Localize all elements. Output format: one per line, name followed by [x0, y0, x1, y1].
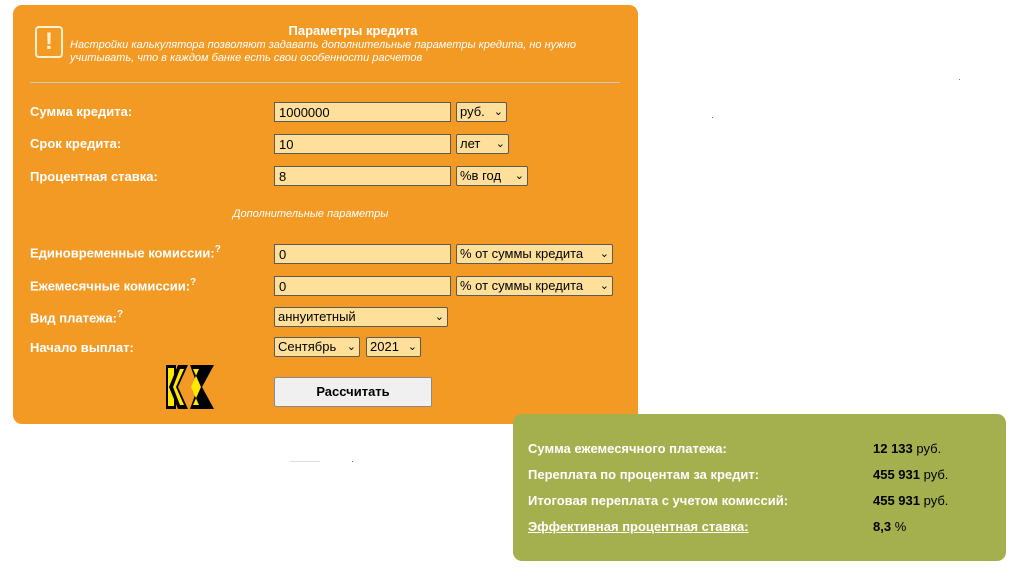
total-overpay-label: Итоговая переплата с учетом комиссий:	[528, 493, 789, 508]
amount-unit-select[interactable]	[456, 102, 507, 122]
chevron-down-icon: ⌄	[599, 280, 609, 292]
rate-input[interactable]	[274, 166, 451, 186]
additional-params-heading: Дополнительные параметры	[232, 208, 389, 220]
amount-input[interactable]	[274, 102, 451, 122]
payment-type-label-text: Вид платежа:	[30, 310, 117, 326]
start-year-value: 2021	[370, 339, 399, 354]
rate-unit-select[interactable]	[456, 166, 528, 186]
start-label: Начало выплат:	[30, 340, 134, 355]
term-input[interactable]	[274, 134, 451, 154]
effective-rate-link[interactable]: Эффективная процентная ставка:	[528, 519, 749, 534]
monthly-fee-input[interactable]	[274, 276, 451, 296]
calculate-button[interactable]: Рассчитать	[274, 377, 432, 407]
help-icon[interactable]: ?	[214, 244, 221, 255]
panel-title: Параметры кредита	[288, 23, 418, 38]
amount-label: Сумма кредита:	[30, 104, 133, 119]
stray-dot	[959, 79, 960, 80]
monthly-payment-value	[873, 441, 941, 456]
one-time-fee-unit-value: % от суммы кредита	[460, 246, 584, 261]
total-overpay-unit: руб.	[923, 493, 949, 508]
monthly-payment-unit: руб.	[916, 441, 942, 456]
one-time-fee-label	[30, 244, 221, 260]
kk-logo-icon	[166, 365, 216, 409]
stray-dot	[712, 117, 713, 118]
credit-params-panel	[13, 5, 638, 424]
monthly-payment-label: Сумма ежемесячного платежа:	[528, 441, 727, 456]
effective-rate-amount: 8,3	[873, 519, 892, 534]
chevron-down-icon: ⌄	[493, 106, 503, 118]
interest-overpay-label: Переплата по процентам за кредит:	[528, 467, 760, 482]
chevron-down-icon: ⌄	[434, 311, 444, 323]
monthly-fee-label	[30, 277, 196, 293]
rate-label: Процентная ставка:	[30, 169, 158, 184]
panel-description: Настройки калькулятора позволяют задавать дополнительные параметры кредита, но нужно учитывать, что в каждом банке есть свои особенности расчетов	[70, 39, 577, 64]
interest-overpay-unit: руб.	[923, 467, 949, 482]
total-overpay-amount: 455 931	[873, 493, 920, 508]
one-time-fee-label-text: Единовременные комиссии:	[30, 245, 215, 261]
monthly-payment-amount: 12 133	[873, 441, 913, 456]
term-unit-value: лет	[460, 136, 481, 151]
stray-dot	[352, 461, 353, 462]
start-month-select[interactable]	[274, 337, 360, 357]
amount-unit-value: руб.	[460, 104, 485, 119]
monthly-fee-unit-value: % от суммы кредита	[460, 278, 584, 293]
rate-unit-value: %в год	[460, 168, 502, 183]
monthly-fee-label-text: Ежемесячные комиссии:	[30, 278, 191, 294]
start-month-value: Сентябрь	[278, 339, 337, 354]
help-icon[interactable]: ?	[116, 309, 124, 320]
total-overpay-value	[873, 493, 948, 508]
payment-type-label	[30, 309, 123, 325]
help-icon[interactable]: ?	[190, 277, 197, 288]
chevron-down-icon: ⌄	[495, 138, 505, 150]
monthly-fee-unit-select[interactable]	[456, 276, 613, 296]
effective-rate-value	[873, 519, 906, 534]
chevron-down-icon: ⌄	[599, 248, 609, 260]
chevron-down-icon: ⌄	[514, 170, 524, 182]
payment-type-select[interactable]	[274, 307, 448, 327]
chevron-down-icon: ⌄	[407, 341, 417, 353]
one-time-fee-input[interactable]	[274, 244, 451, 264]
payment-type-value: аннуитетный	[278, 309, 356, 324]
results-panel	[513, 414, 1006, 561]
effective-rate-unit: %	[894, 519, 907, 534]
term-unit-select[interactable]	[456, 134, 509, 154]
exclamation-icon: !	[35, 26, 63, 58]
start-year-select[interactable]	[366, 337, 421, 357]
interest-overpay-value	[873, 467, 948, 482]
interest-overpay-amount: 455 931	[873, 467, 920, 482]
stray-dot	[290, 461, 320, 462]
chevron-down-icon: ⌄	[346, 341, 356, 353]
divider	[30, 82, 620, 83]
one-time-fee-unit-select[interactable]	[456, 244, 613, 264]
term-label: Срок кредита:	[30, 136, 122, 151]
